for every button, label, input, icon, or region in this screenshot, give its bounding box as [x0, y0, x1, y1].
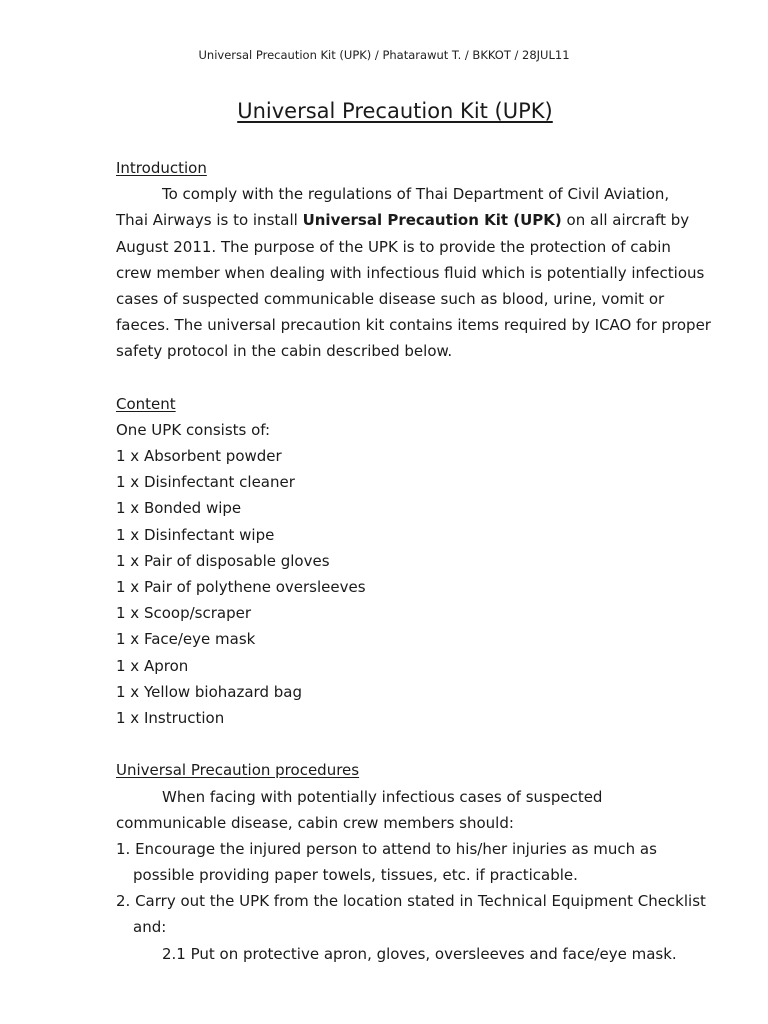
procedures-heading: Universal Precaution procedures [116, 761, 360, 780]
introduction-line-2-post: on all aircraft by [561, 211, 690, 230]
procedure-step-2: 2. Carry out the UPK from the location stated in Technical Equipment Checklist [116, 892, 706, 911]
introduction-line-7: safety protocol in the cabin described below. [116, 342, 453, 361]
introduction-line-1: To comply with the regulations of Thai Department of Civil Aviation, [162, 185, 670, 204]
introduction-line-3: August 2011. The purpose of the UPK is to provide the protection of cabin [116, 237, 671, 256]
procedure-step-2-1: 2.1 Put on protective apron, gloves, oversleeves and face/eye mask. [162, 944, 677, 963]
procedures-line-1: When facing with potentially infectious cases of suspected [162, 787, 603, 806]
list-item: 1 x Absorbent powder [116, 447, 282, 466]
introduction-line-2 [116, 207, 690, 233]
procedures-line-2: communicable disease, cabin crew members should: [116, 813, 514, 832]
document-body [116, 155, 711, 967]
introduction-heading: Introduction [116, 159, 207, 177]
spacer [116, 365, 686, 391]
list-item: 1 x Disinfectant wipe [116, 525, 275, 544]
page-header: Universal Precaution Kit (UPK) / Phatarawut T. / BKKOT / 28JUL11 [198, 48, 570, 62]
content-heading: Content [116, 394, 176, 413]
list-item: 1 x Pair of disposable gloves [116, 551, 330, 570]
list-item: 1 x Scoop/scraper [116, 604, 251, 623]
list-item: 1 x Face/eye mask [116, 630, 256, 649]
procedure-step-1-continued: possible providing paper towels, tissues, etc. if practicable. [133, 866, 578, 885]
list-item: 1 x Apron [116, 656, 189, 675]
spacer [116, 731, 686, 757]
content-intro: One UPK consists of: [116, 420, 271, 439]
list-item: 1 x Pair of polythene oversleeves [116, 578, 366, 596]
introduction-line-2-pre: Thai Airways is to install [116, 211, 303, 230]
list-item: 1 x Yellow biohazard bag [116, 682, 302, 701]
document-title: Universal Precaution Kit (UPK) [237, 99, 553, 123]
procedure-step-1: 1. Encourage the injured person to attend to his/her injuries as much as [116, 839, 657, 858]
procedure-step-2-continued: and: [133, 918, 167, 937]
list-item: 1 x Instruction [116, 708, 225, 727]
introduction-line-4: crew member when dealing with infectious fluid which is potentially infectious [116, 263, 705, 282]
introduction-line-5: cases of suspected communicable disease such as blood, urine, vomit or [116, 289, 665, 308]
upk-bold-name: Universal Precaution Kit (UPK) [302, 211, 562, 230]
list-item: 1 x Disinfectant cleaner [116, 473, 295, 492]
list-item: 1 x Bonded wipe [116, 499, 242, 518]
introduction-line-6: faeces. The universal precaution kit contains items required by ICAO for proper [116, 316, 711, 335]
